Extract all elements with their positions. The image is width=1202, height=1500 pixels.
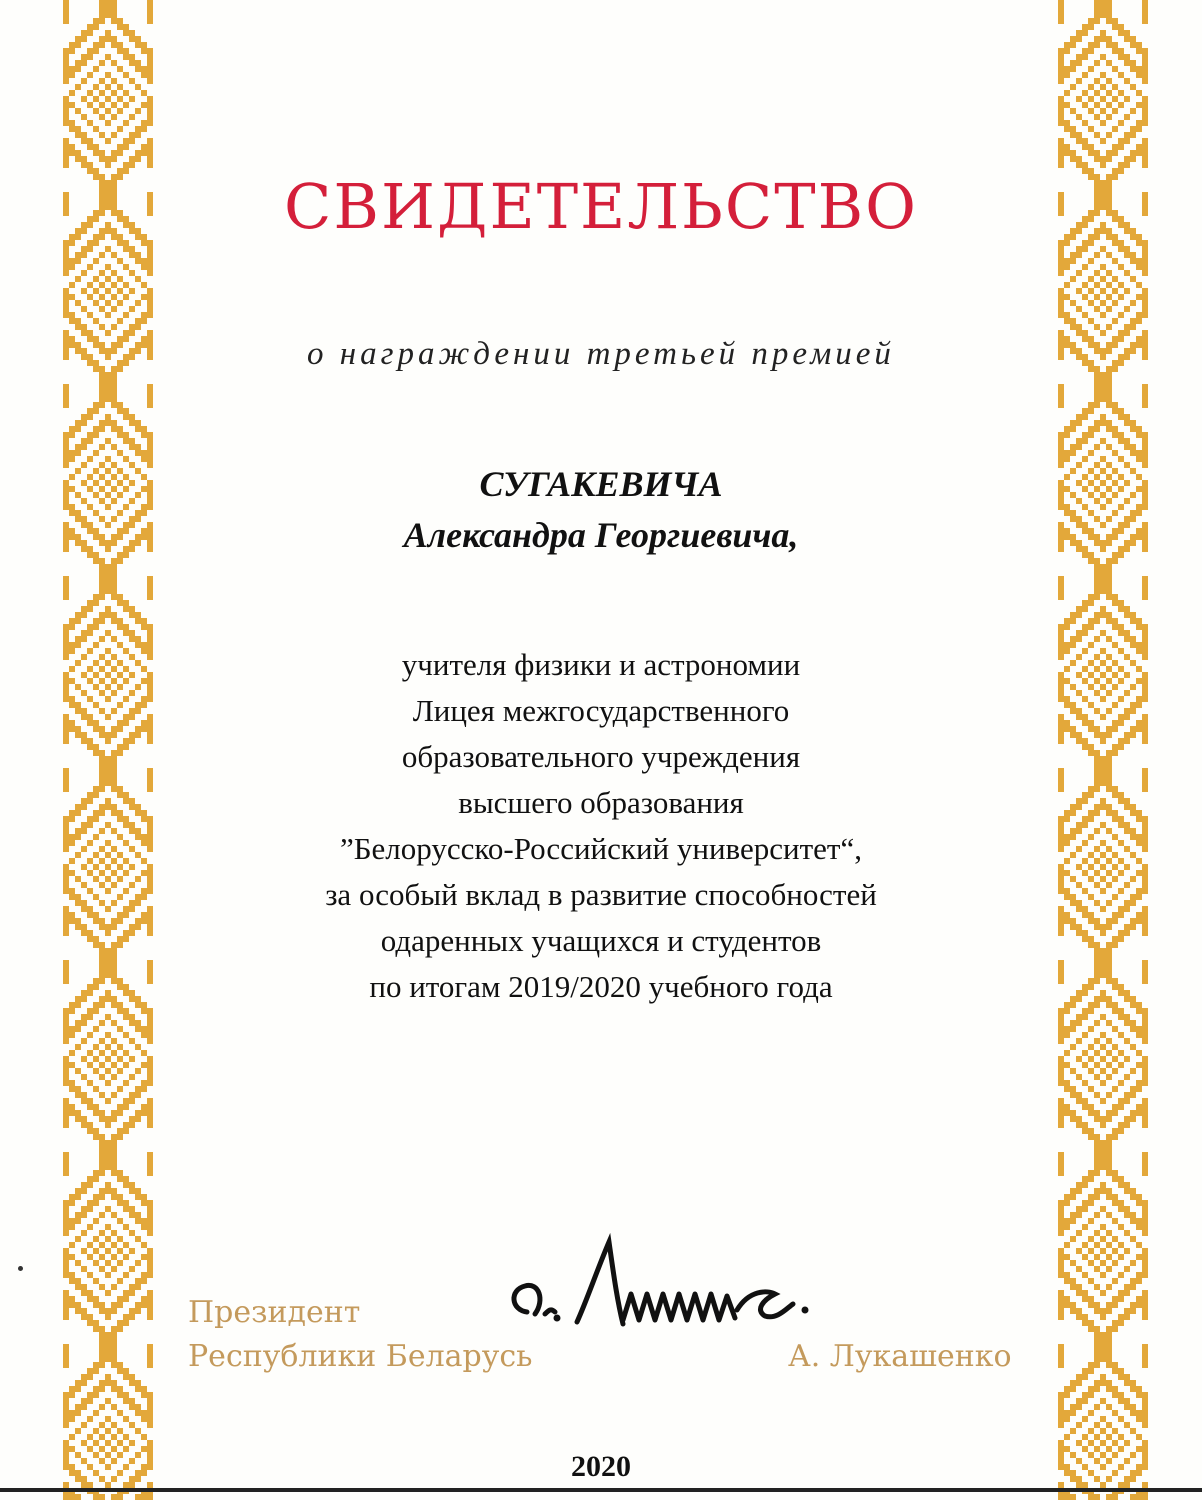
recipient-given-name: Александра Георгиевича, bbox=[403, 515, 799, 555]
recipient-surname: СУГАКЕВИЧА bbox=[479, 464, 723, 504]
certificate-title: СВИДЕТЕЛЬСТВО bbox=[283, 170, 919, 243]
certificate-year: 2020 bbox=[571, 1450, 631, 1483]
award-description bbox=[0, 642, 1202, 1010]
description-line: за особый вклад в развитие способностей bbox=[325, 877, 877, 912]
award-subtitle: о награждении третьей премией bbox=[307, 336, 895, 372]
description-line: образовательного учреждения bbox=[401, 739, 801, 774]
description-line: Лицея межгосударственного bbox=[412, 693, 790, 728]
signer-position bbox=[188, 1291, 533, 1379]
description-line: одаренных учащихся и студентов bbox=[380, 923, 822, 958]
scan-bottom-edge bbox=[0, 1488, 1202, 1492]
description-line: ”Белорусско-Российский университет“, bbox=[339, 831, 862, 866]
description-line: высшего образования bbox=[458, 785, 744, 820]
signer-name: А. Лукашенко bbox=[788, 1339, 1012, 1374]
scan-speck bbox=[18, 1266, 23, 1271]
signer-position-line: Республики Беларусь bbox=[188, 1339, 533, 1374]
signer-position-line: Президент bbox=[188, 1295, 361, 1330]
description-line: по итогам 2019/2020 учебного года bbox=[369, 969, 833, 1004]
description-line: учителя физики и астрономии bbox=[401, 647, 801, 682]
handwritten-signature bbox=[505, 1230, 835, 1340]
